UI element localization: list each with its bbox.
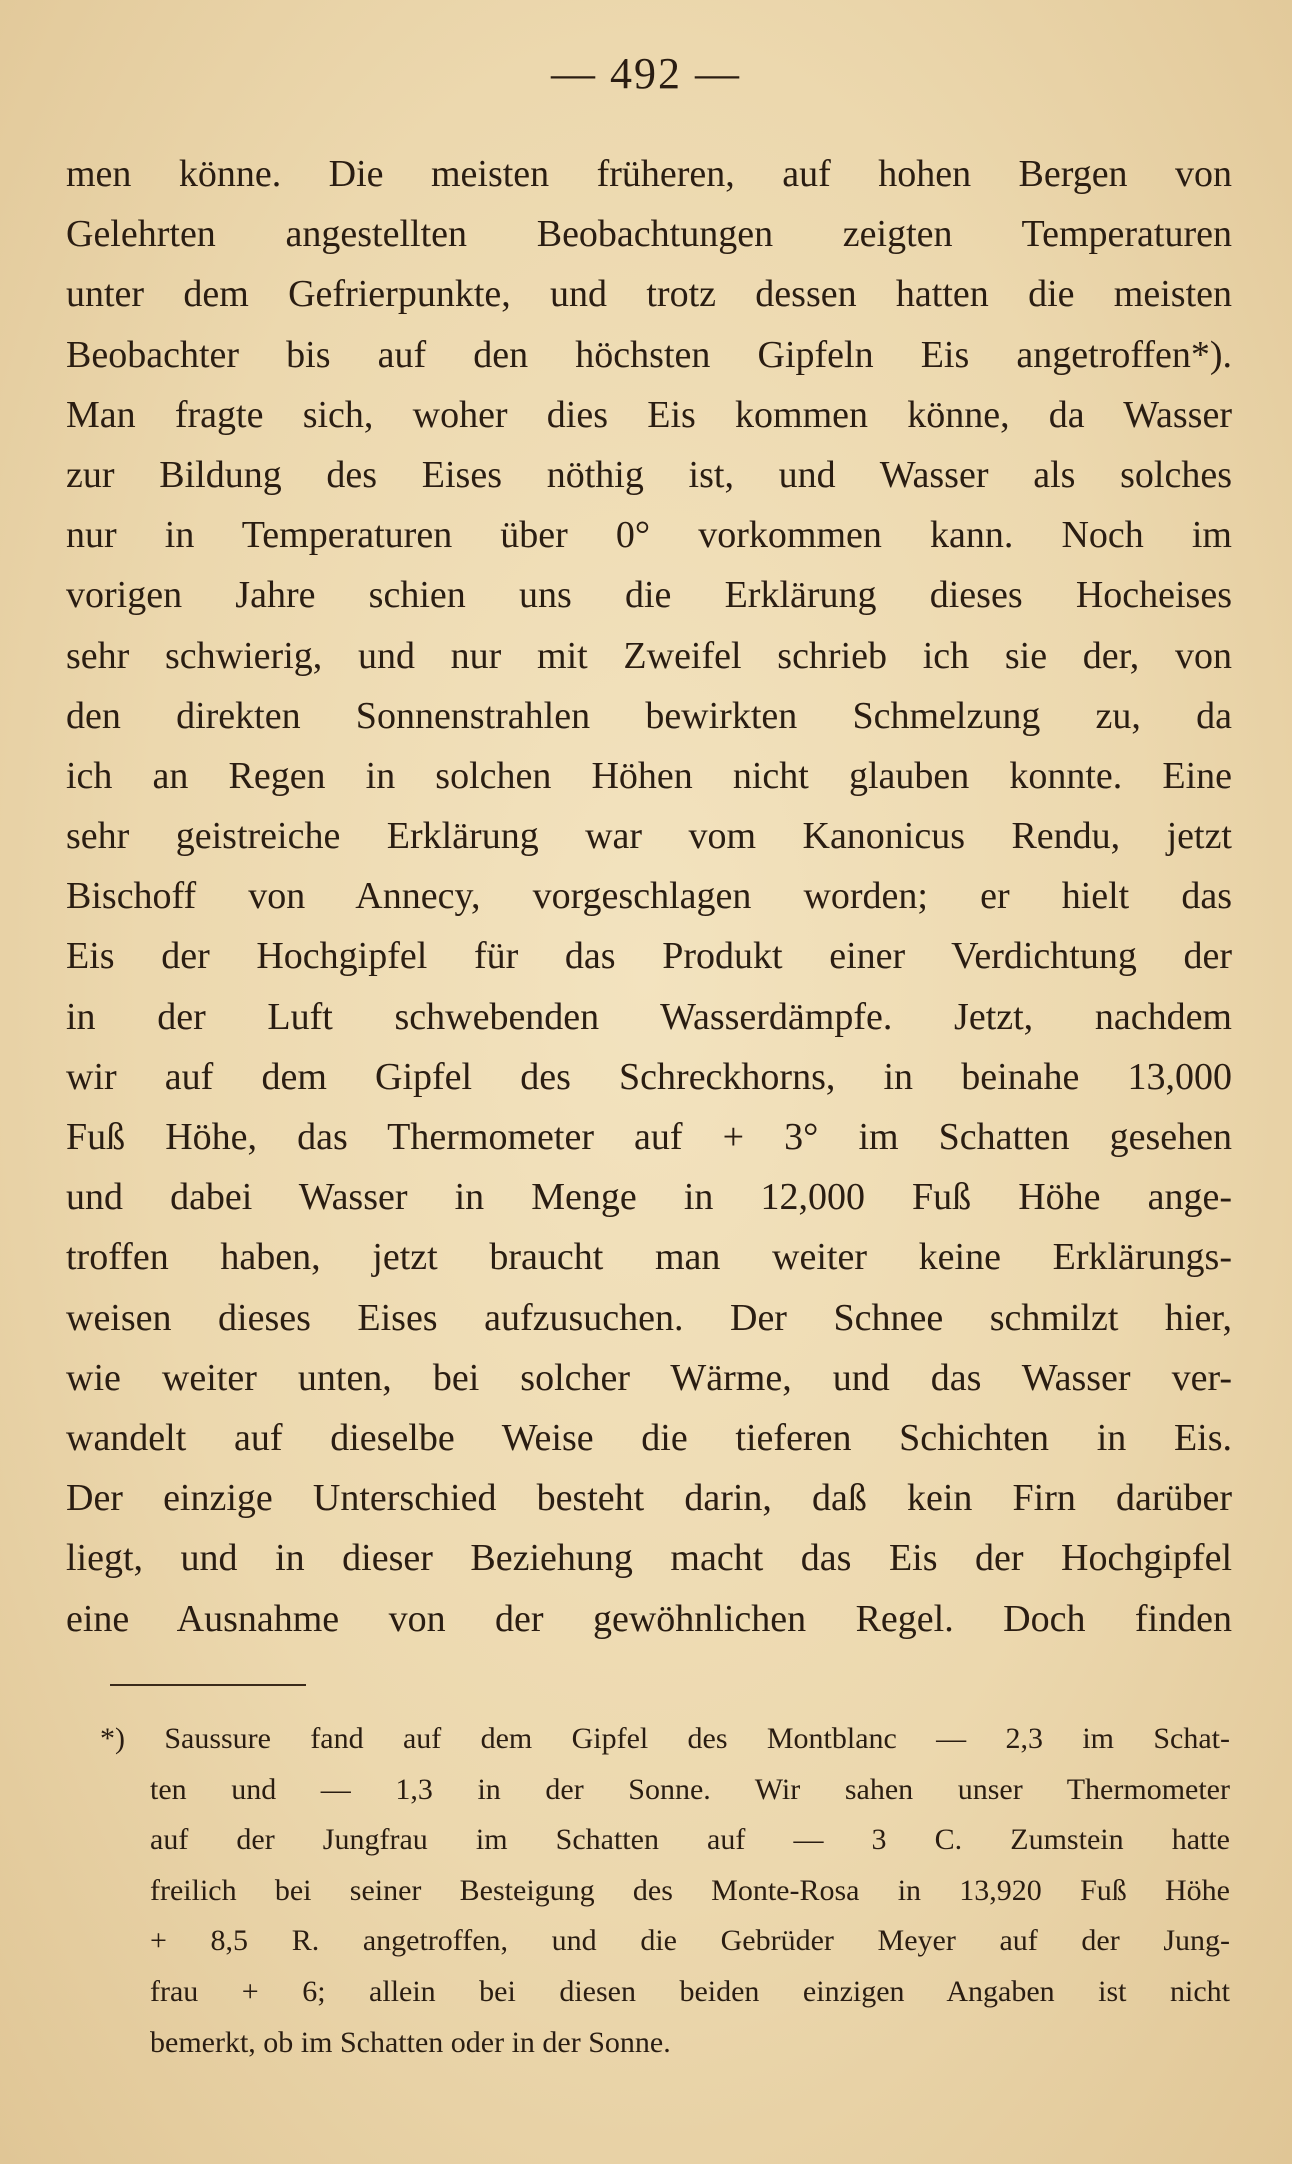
body-line: Beobachter bis auf den höchsten Gipfeln Eis angetroffen*). <box>66 333 1232 376</box>
body-text <box>66 144 1232 1649</box>
body-line: Man fragte sich, woher dies Eis kommen könne, da Wasser <box>66 393 1232 436</box>
body-line: wie weiter unten, bei solcher Wärme, und das Wasser ver- <box>66 1356 1232 1399</box>
body-line: Gelehrten angestellten Beobachtungen zeigten Temperaturen <box>66 213 1232 256</box>
page-number: — 492 — <box>551 49 741 98</box>
footnote-line: + 8,5 R. angetroffen, und die Gebrüder Meyer auf der Jung- <box>150 1924 1230 1958</box>
body-line: men könne. Die meisten früheren, auf hohen Bergen von <box>66 153 1232 195</box>
body-line: sehr schwierig, und nur mit Zweifel schrieb ich sie der, von <box>66 634 1232 677</box>
body-line: Der einzige Unterschied besteht darin, daß kein Firn darüber <box>66 1477 1232 1520</box>
body-line: Bischoff von Annecy, vorgeschlagen worden; er hielt das <box>66 875 1232 918</box>
body-line: ich an Regen in solchen Höhen nicht glauben konnte. Eine <box>66 754 1232 797</box>
body-line: eine Ausnahme von der gewöhnlichen Regel. Doch finden <box>66 1597 1232 1640</box>
body-line: den direkten Sonnenstrahlen bewirkten Schmelzung zu, da <box>66 694 1232 737</box>
body-line: Fuß Höhe, das Thermometer auf + 3° im Schatten gesehen <box>66 1116 1232 1158</box>
footnote <box>100 1714 1230 2068</box>
body-line: zur Bildung des Eises nöthig ist, und Wasser als solches <box>66 453 1232 496</box>
body-line: troffen haben, jetzt braucht man weiter keine Erklärungs- <box>66 1236 1232 1279</box>
body-line: wandelt auf dieselbe Weise die tieferen Schichten in Eis. <box>66 1416 1232 1459</box>
body-line: sehr geistreiche Erklärung war vom Kanonicus Rendu, jetzt <box>66 815 1232 858</box>
body-line: in der Luft schwebenden Wasserdämpfe. Jetzt, nachdem <box>66 995 1232 1038</box>
body-line: vorigen Jahre schien uns die Erklärung dieses Hocheises <box>66 574 1232 617</box>
footnote-line: bemerkt, ob im Schatten oder in der Sonne. <box>150 2025 671 2059</box>
footnote-line: freilich bei seiner Besteigung des Monte-Rosa in 13,920 Fuß Höhe <box>150 1873 1230 1907</box>
body-line: und dabei Wasser in Menge in 12,000 Fuß Höhe ange- <box>66 1176 1232 1219</box>
body-line: Eis der Hochgipfel für das Produkt einer Verdichtung der <box>66 935 1232 978</box>
footnote-line: auf der Jungfrau im Schatten auf — 3 C. Zumstein hatte <box>150 1823 1230 1857</box>
body-line: liegt, und in dieser Beziehung macht das Eis der Hochgipfel <box>66 1537 1232 1580</box>
footnote-line: ten und — 1,3 in der Sonne. Wir sahen unser Thermometer <box>150 1772 1230 1806</box>
footnote-line: frau + 6; allein bei diesen beiden einzigen Angaben ist nicht <box>150 1974 1230 2008</box>
footnote-divider <box>110 1684 306 1686</box>
body-line: nur in Temperaturen über 0° vorkommen kann. Noch im <box>66 514 1232 557</box>
body-line: unter dem Gefrierpunkte, und trotz dessen hatten die meisten <box>66 273 1232 316</box>
footnote-line: *) Saussure fand auf dem Gipfel des Montblanc — 2,3 im Schat- <box>100 1722 1230 1755</box>
body-line: wir auf dem Gipfel des Schreckhorns, in beinahe 13,000 <box>66 1055 1232 1098</box>
body-line: weisen dieses Eises aufzusuchen. Der Schnee schmilzt hier, <box>66 1296 1232 1339</box>
